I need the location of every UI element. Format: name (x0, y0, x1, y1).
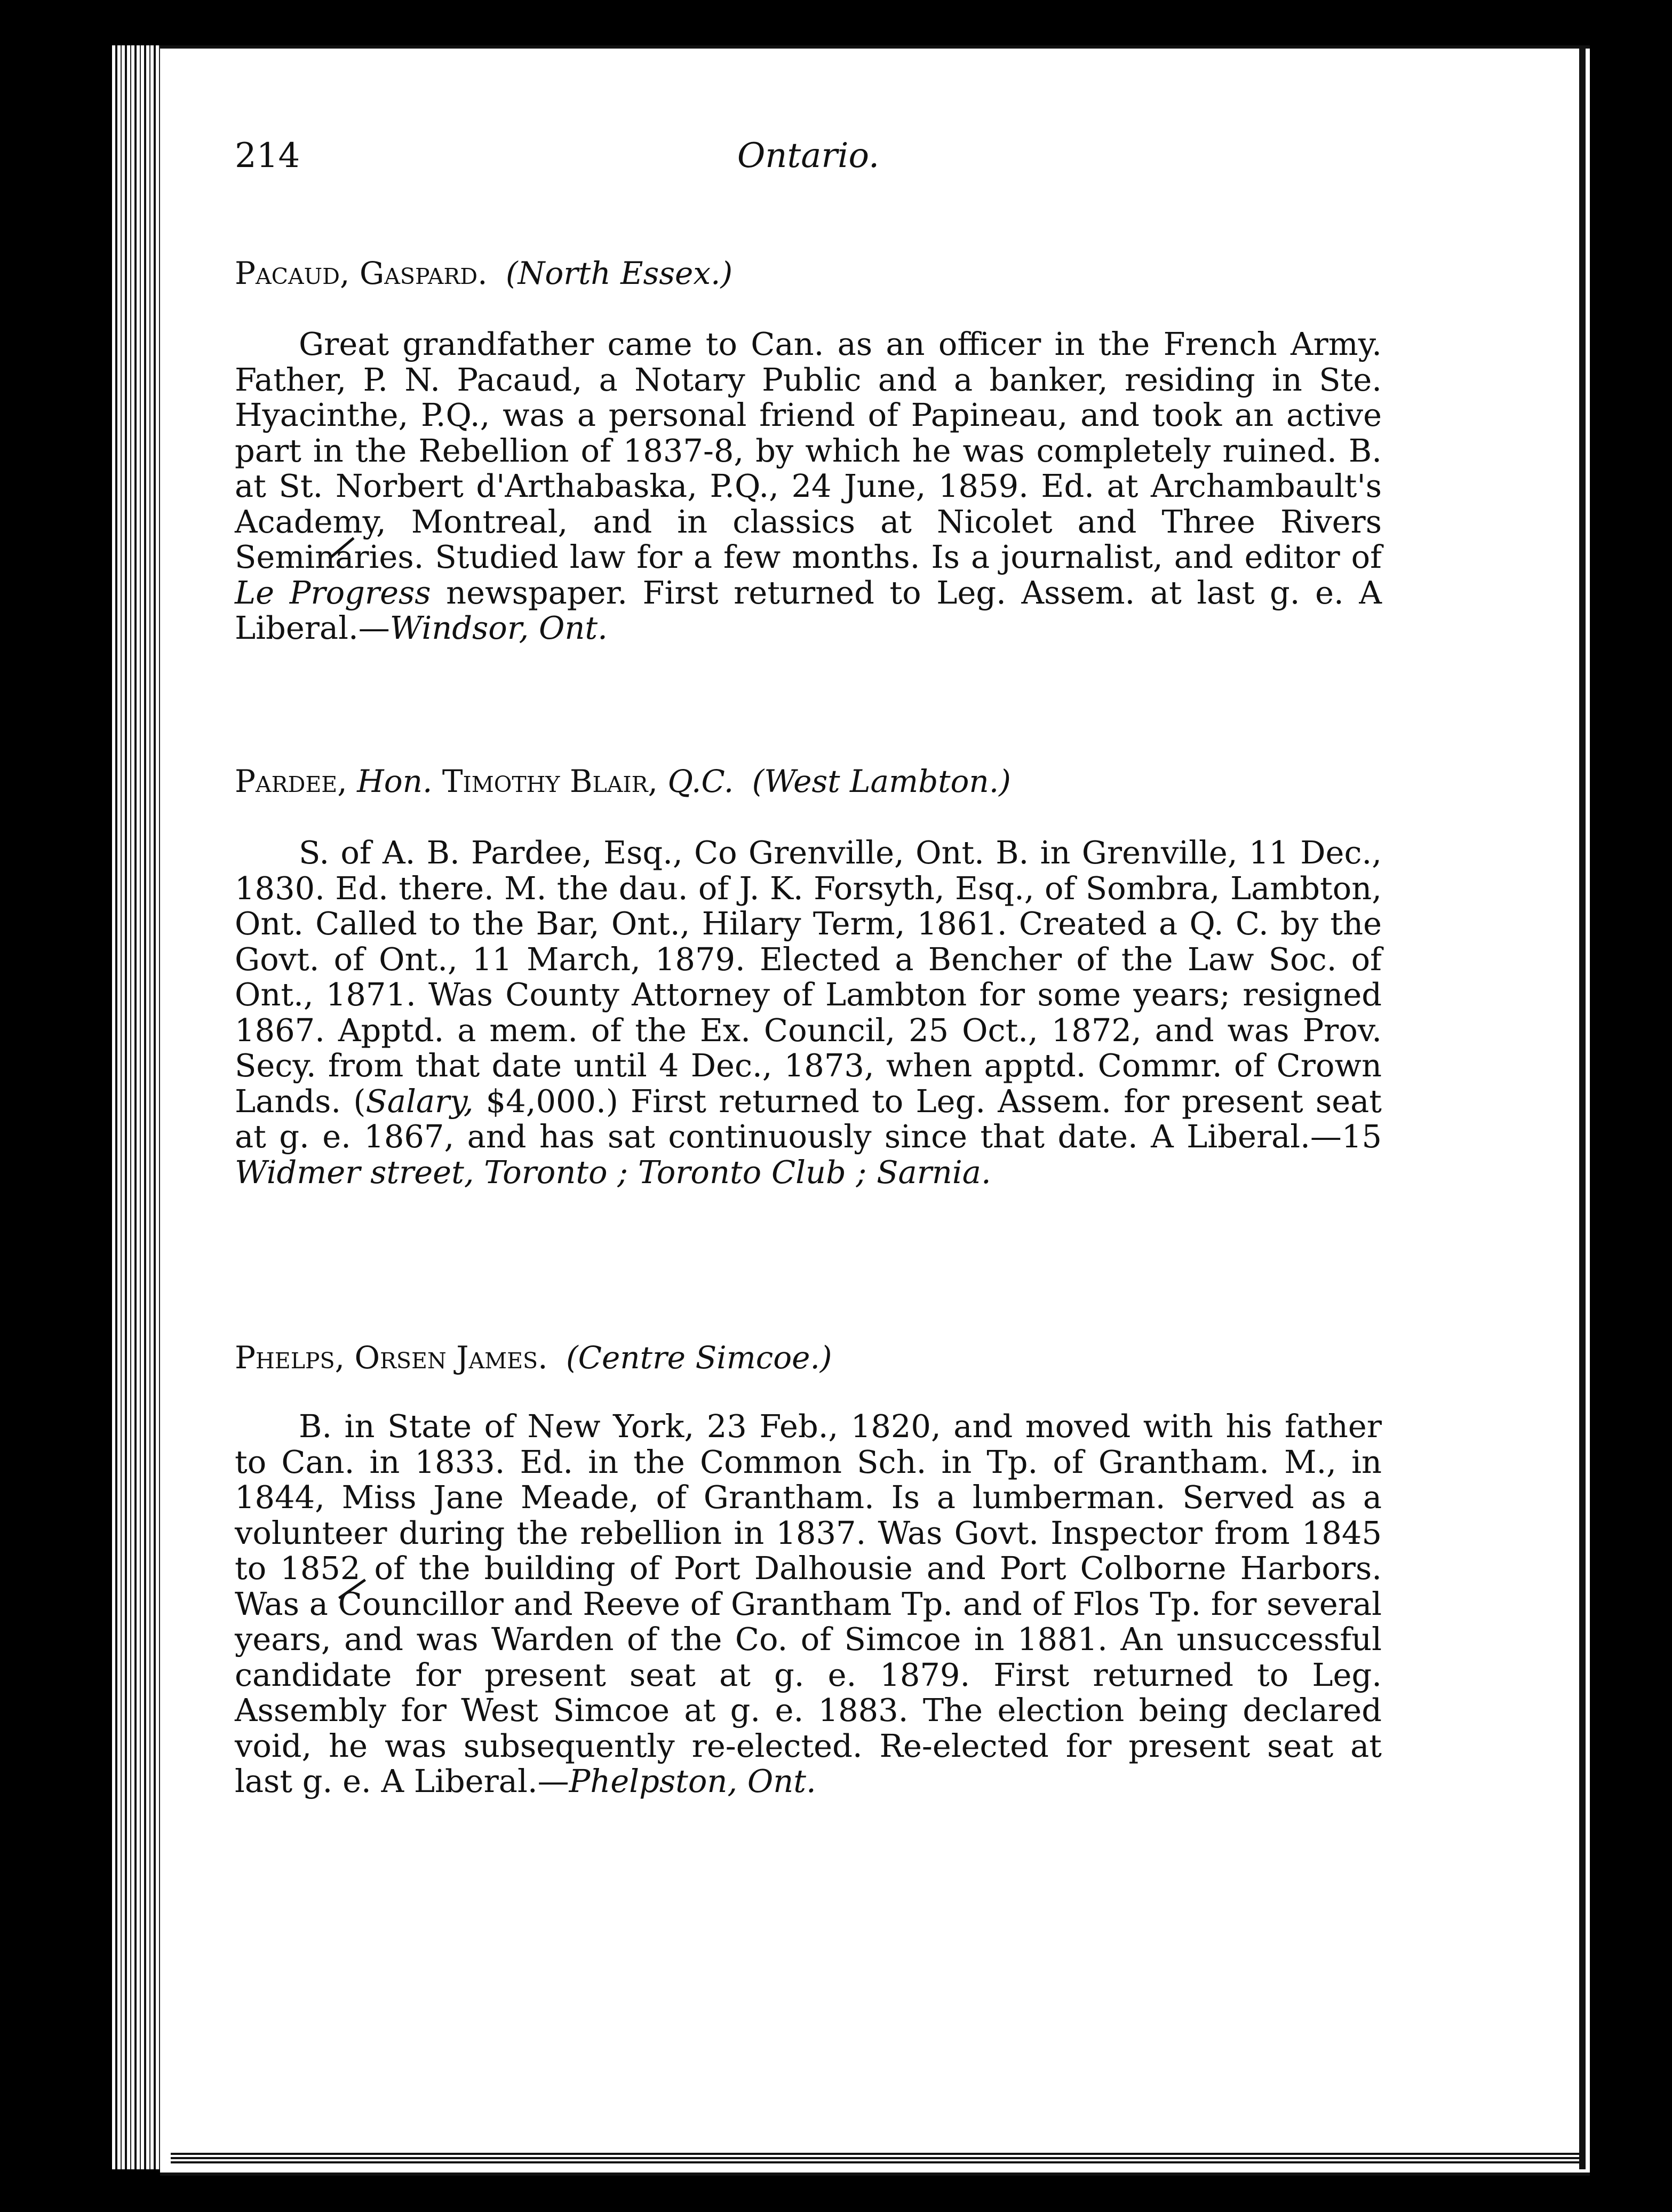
entry-surname: Pardee, (235, 763, 347, 799)
entry-constituency: (West Lambton.) (752, 763, 1011, 799)
entry-heading (235, 255, 733, 291)
page-right-edge (1579, 45, 1586, 2169)
entry-given-names: Gaspard. (359, 255, 488, 291)
page-number: 214 (235, 136, 300, 176)
entry-address: Windsor, Ont. (389, 609, 608, 646)
entry-text-continued: $4,000.) First returned to Leg. Assem. for present seat at g. e. 1867, and has sat continuously since that date. A Liberal.—15 (235, 1082, 1382, 1155)
entry-heading (235, 763, 1011, 799)
entry-given-names: Orsen James. (354, 1339, 548, 1376)
page-bottom-edge (171, 2151, 1579, 2165)
entry-suffix: Q.C. (667, 763, 734, 799)
entry-italic-text: Le Progress (235, 574, 431, 611)
entry-given-names: Timothy Blair, (442, 763, 658, 799)
entry-text-continued: newspaper. First returned to Leg. Assem. at last g. e. A Liberal.— (235, 574, 1382, 646)
entry-address: Phelpston, Ont. (569, 1763, 816, 1799)
entry-text: B. in State of New York, 23 Feb., 1820, and moved with his father to Can. in 1833. Ed. in the Common Sch. in Tp. of Grantham. M., in 1844, Miss Jane Meade, of Grantham. Is a lumberman. Served as a volunteer during the rebellion in 1837. Was Govt. Inspector from 1845 to 1852 of the building of Port Dalhousie and Port Colborne Harbors. Was a Councillor and Reeve of Grantham Tp. and of Flos Tp. for several years, and was Warden of the Co. of Simcoe in 1881. An unsuccessful candidate for present seat at g. e. 1879. First returned to Leg. Assembly for West Simcoe at g. e. 1883. The election being declared void, he was subsequently re-elected. Re-elected for present seat at last g. e. A Liberal.— (235, 1408, 1382, 1799)
entry-text: Great grandfather came to Can. as an officer in the French Army. Father, P. N. Pacaud, a Notary Public and a banker, residing in Ste. Hyacinthe, P.Q., was a personal friend of Papineau, and took an active part in the Rebellion of 1837-8, by which he was completely ruined. B. at St. Norbert d'Arthabaska, P.Q., 24 June, 1859. Ed. at Archambault's Academy, Montreal, and in classics at Nicolet and Three Rivers Seminaries. Studied law for a few months. Is a journalist, and editor of (235, 326, 1382, 575)
entry-constituency: (Centre Simcoe.) (566, 1339, 832, 1376)
entry-surname: Pacaud, (235, 255, 350, 291)
entry-body (235, 835, 1382, 1190)
page-title: Ontario. (737, 136, 880, 176)
entry-address: Widmer street, Toronto ; Toronto Club ; Sarnia. (235, 1153, 991, 1191)
entry-honorific: Hon. (357, 763, 433, 799)
entry-italic-text: Salary, (365, 1082, 474, 1120)
running-head (235, 136, 1382, 179)
entry-surname: Phelps, (235, 1339, 345, 1376)
entry-body (235, 327, 1382, 646)
entry-body (235, 1409, 1382, 1799)
entry-heading (235, 1339, 832, 1376)
entry-text: S. of A. B. Pardee, Esq., Co Grenville, Ont. B. in Grenville, 11 Dec., 1830. Ed. there. M. the dau. of J. K. Forsyth, Esq., of Sombra, Lambton, Ont. Called to the Bar, Ont., Hilary Term, 1861. Created a Q. C. by the Govt. of Ont., 11 March, 1879. Elected a Bencher of the Law Soc. of Ont., 1871. Was County Attorney of Lambton for some years; resigned 1867. Apptd. a mem. of the Ex. Council, 25 Oct., 1872, and was Prov. Secy. from that date until 4 Dec., 1873, when apptd. Commr. of Crown Lands. ( (235, 834, 1382, 1120)
entry-constituency: (North Essex.) (506, 255, 733, 291)
